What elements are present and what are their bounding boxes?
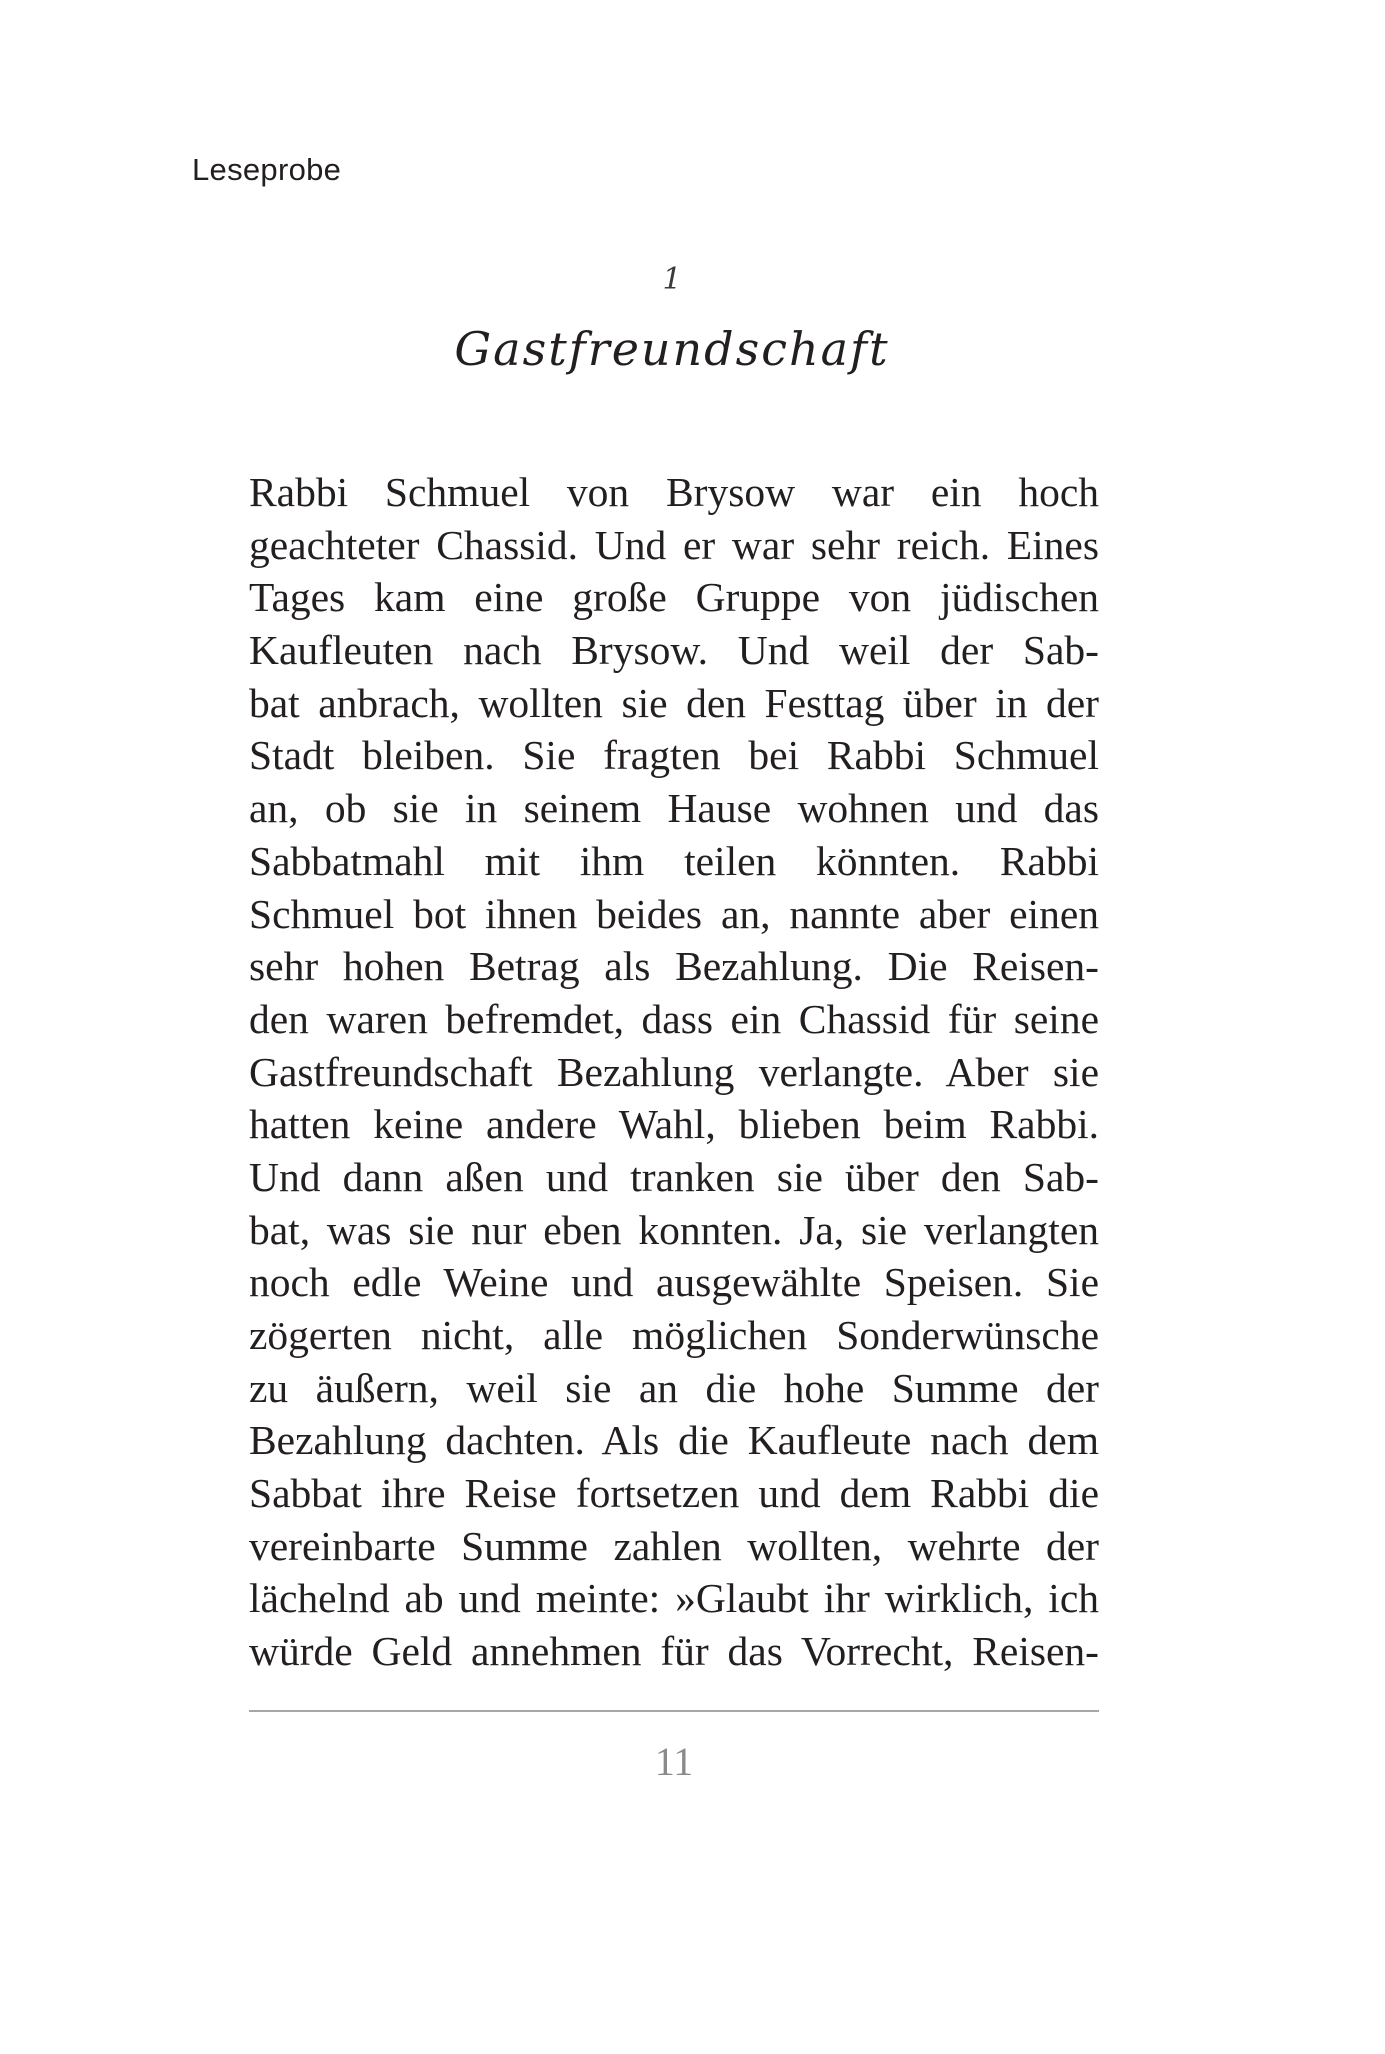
text-line: Tages kam eine große Gruppe von jüdischen — [249, 574, 1099, 621]
text-line: Und dann aßen und tranken sie über den Sab- — [249, 1153, 1099, 1200]
text-line: sehr hohen Betrag als Bezahlung. Die Reisen- — [249, 943, 1099, 990]
text-line: zu äußern, weil sie an die hohe Summe der — [249, 1364, 1099, 1411]
text-line: Sabbat ihre Reise fortsetzen und dem Rabbi die — [249, 1470, 1099, 1517]
text-line: Sabbatmahl mit ihm teilen könnten. Rabbi — [249, 837, 1099, 884]
text-line: Schmuel bot ihnen beides an, nannte aber einen — [249, 890, 1099, 937]
body-text — [249, 466, 1099, 1678]
text-line: an, ob sie in seinem Hause wohnen und das — [249, 785, 1099, 832]
text-line: bat, was sie nur eben konnten. Ja, sie verlangten — [249, 1206, 1099, 1253]
text-line: zögerten nicht, alle möglichen Sonderwünsche — [249, 1312, 1099, 1358]
text-line: den waren befremdet, dass ein Chassid für seine — [249, 995, 1099, 1042]
text-line: würde Geld annehmen für das Vorrecht, Reisen- — [249, 1628, 1099, 1675]
text-line: noch edle Weine und ausgewählte Speisen. Sie — [249, 1259, 1099, 1306]
leseprobe-label: Leseprobe — [192, 152, 342, 187]
text-line: geachteter Chassid. Und er war sehr reich. Eines — [249, 521, 1099, 568]
chapter-number: 1 — [662, 262, 682, 297]
text-line: Bezahlung dachten. Als die Kaufleute nach dem — [249, 1417, 1099, 1464]
text-line: Stadt bleiben. Sie fragten bei Rabbi Schmuel — [249, 732, 1099, 779]
footer-divider — [249, 1710, 1099, 1712]
text-line: hatten keine andere Wahl, blieben beim Rabbi. — [249, 1101, 1099, 1148]
text-line: Gastfreundschaft Bezahlung verlangte. Aber sie — [249, 1048, 1099, 1095]
text-line: vereinbarte Summe zahlen wollten, wehrte der — [249, 1522, 1099, 1569]
chapter-title: Gastfreundschaft — [454, 322, 890, 376]
text-line: Kaufleuten nach Brysow. Und weil der Sab- — [249, 627, 1099, 674]
text-line: lächelnd ab und meinte: »Glaubt ihr wirklich, ich — [249, 1575, 1099, 1622]
text-line: bat anbrach, wollten sie den Festtag über in der — [249, 679, 1099, 726]
text-line: Rabbi Schmuel von Brysow war ein hoch — [249, 469, 1099, 515]
page-number: 11 — [654, 1739, 694, 1784]
